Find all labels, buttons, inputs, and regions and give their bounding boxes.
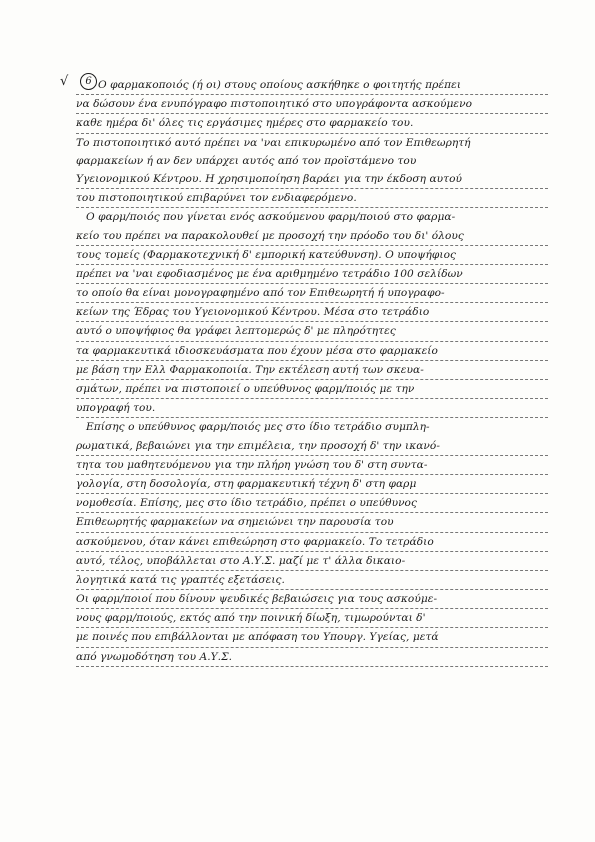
text-line: αυτό ο υποψήφιος θα γράφει λεπτομερώς δ' με πληρότητες [76, 322, 548, 341]
text-line: με ποινές που επιβάλλονται με απόφαση του Υπουργ. Υγείας, μετά [76, 628, 548, 647]
text-line: τητα του μαθητευόμενου για την πλήρη γνώση του δ' στη συντα- [76, 456, 548, 475]
text-line: τα φαρμακευτικά ιδιοσκευάσματα που έχουν μέσα στο φαρμακείο [76, 342, 548, 361]
text-line: αυτό, τέλος, υποβάλλεται στο Α.Υ.Σ. μαζί με τ' άλλα δικαιο- [76, 552, 548, 571]
text-line: ρωματικά, βεβαιώνει για την επιμέλεια, την προσοχή δ' την ικανό- [76, 437, 548, 456]
text-line: Οι φαρμ/ποιοί που δίνουν ψευδικές βεβαιώσεις για τους ασκούμε- [76, 590, 548, 609]
text-line: νους φαρμ/ποιούς, εκτός από την ποινική δίωξη, τιμωρούνται δ' [76, 609, 548, 628]
text-line: φαρμακείων ή αν δεν υπάρχει αυτός από τον προϊστάμενο του [76, 154, 417, 167]
text-line: Ο φαρμ/ποιός που γίνεται ενός ασκούμενου φαρμ/ποιού στο φαρμα- [86, 211, 456, 224]
text-line: Επιθεωρητής φαρμακείων να σημειώνει την παρουσία του [76, 513, 548, 532]
text-line: καθε ημέρα δι' όλες τις εργάσιμες ημέρες στο φαρμακείο του. [76, 114, 548, 133]
handwritten-text-body [76, 76, 548, 667]
circled-item-number: 6 [80, 73, 97, 90]
text-line: να δώσουν ένα ενυπόγραφο πιστοποιητικό στο υπογράφοντα ασκούμενο [76, 95, 548, 114]
text-line: Υγειονομικού Κέντρου. Η χρησιμοποίηση βαράει για την έκδοση αυτού [76, 170, 548, 189]
text-line: κείο του πρέπει να παρακολουθεί με προσοχή την πρόοδο του δι' όλους [76, 227, 548, 246]
text-line: Το πιστοποιητικό αυτό πρέπει να 'ναι επικυρωμένο από τον Επιθεωρητή [76, 136, 471, 149]
text-line: το οποίο θα είναι μονογραφημένο από τον Επιθεωρητή ή υπογραφο- [76, 284, 548, 303]
text-line: του πιστοποιητικού επιβαρύνει τον ενδιαφερόμενο. [76, 189, 548, 208]
text-line: από γνωμοδότηση του Α.Υ.Σ. [76, 648, 548, 667]
text-line: ασκούμενου, όταν κάνει επιθεώρηση στο φαρμακείο. Το τετράδιο [76, 533, 548, 552]
text-line: τους τομείς (Φαρμακοτεχνική δ' εμπορική κατεύθυνση). Ο υποψήφιος [76, 246, 548, 265]
text-line: υπογραφή του. [76, 399, 548, 418]
text-line: σμάτων, πρέπει να πιστοποιεί ο υπεύθυνος φαρμ/ποιός με την [76, 380, 548, 399]
text-line: Επίσης ο υπεύθυνος φαρμ/ποιός μες στο ίδιο τετράδιο συμπλη- [86, 421, 430, 434]
text-line: λογητικά κατά τις γραπτές εξετάσεις. [76, 571, 548, 590]
text-line: Ο φαρμακοποιός (ή οι) στους οποίους ασκήθηκε ο φοιτητής πρέπει [76, 76, 548, 95]
check-mark: √ [60, 74, 69, 89]
text-line: κείων της Έδρας του Υγειονομικού Κέντρου. Μέσα στο τετράδιο [76, 303, 548, 322]
text-line: πρέπει να 'ναι εφοδιασμένος με ένα αριθμημένο τετράδιο 100 σελίδων [76, 265, 548, 284]
text-line: γολογία, στη δοσολογία, στη φαρμακευτική τέχνη δ' στη φαρμ [76, 475, 548, 494]
text-line: με βάση την Ελλ Φαρμακοποιία. Την εκτέλεση αυτή των σκευα- [76, 361, 548, 380]
text-line: νομοθεσία. Επίσης, μες στο ίδιο τετράδιο, πρέπει ο υπεύθυνος [76, 494, 548, 513]
